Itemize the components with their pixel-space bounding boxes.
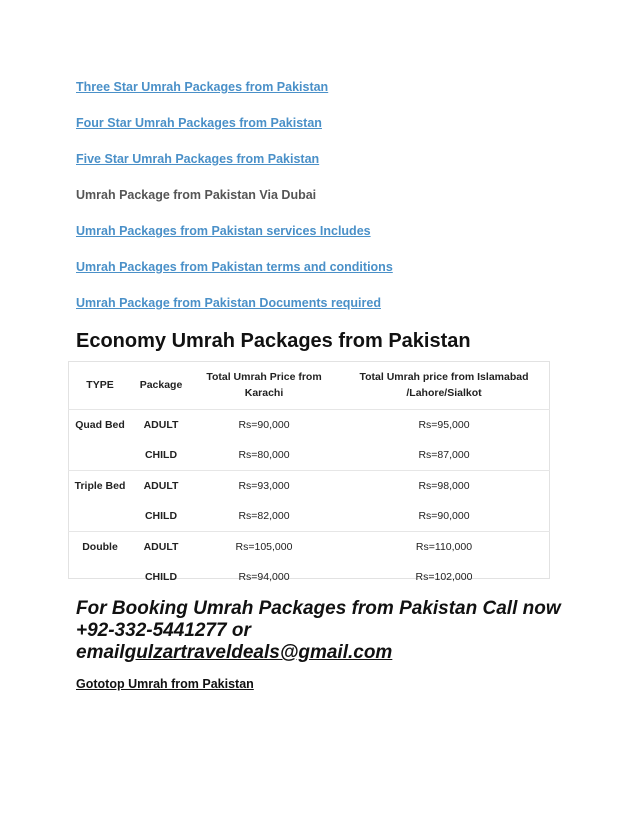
header-karachi: Total Umrah Price from Karachi <box>206 371 322 399</box>
package-cell: ADULT <box>143 480 179 492</box>
islamabad-price: Rs=110,000 <box>415 541 473 553</box>
type-cell: Quad Bed <box>75 419 125 431</box>
karachi-price: Rs=93,000 <box>238 480 290 492</box>
booking-line-1: For Booking Umrah Packages from Pakistan Call now <box>76 598 561 619</box>
link-terms-conditions[interactable]: Umrah Packages from Pakistan terms and conditions <box>76 260 393 274</box>
islamabad-price: Rs=102,000 <box>415 571 473 583</box>
header-islamabad: Total Umrah price from Islamabad /Lahore/Sialkot <box>359 371 529 399</box>
package-cell: CHILD <box>144 571 178 583</box>
page-heading: Economy Umrah Packages from Pakistan <box>76 330 471 352</box>
karachi-price: Rs=94,000 <box>238 571 290 583</box>
karachi-price: Rs=90,000 <box>238 419 290 431</box>
link-documents-required[interactable]: Umrah Package from Pakistan Documents required <box>76 296 381 310</box>
type-cell: Double <box>82 541 118 553</box>
islamabad-price: Rs=87,000 <box>418 449 470 461</box>
package-cell: CHILD <box>144 510 178 522</box>
karachi-price: Rs=80,000 <box>238 449 290 461</box>
link-via-dubai[interactable]: Umrah Package from Pakistan Via Dubai <box>76 188 317 202</box>
table-row <box>68 532 550 563</box>
link-three-star[interactable]: Three Star Umrah Packages from Pakistan <box>76 80 329 94</box>
table-row <box>68 440 550 471</box>
table-row <box>68 410 550 441</box>
gototop-link[interactable]: Gototop Umrah from Pakistan <box>76 677 254 691</box>
type-cell: Triple Bed <box>74 480 126 492</box>
islamabad-price: Rs=90,000 <box>418 510 470 522</box>
link-five-star[interactable]: Five Star Umrah Packages from Pakistan <box>76 152 320 166</box>
package-cell: ADULT <box>143 419 179 431</box>
islamabad-price: Rs=98,000 <box>418 480 470 492</box>
link-list <box>76 80 393 332</box>
booking-callout <box>76 598 596 664</box>
booking-phone: +92-332-5441277 or <box>76 620 251 641</box>
table-header-row <box>68 361 550 410</box>
islamabad-price: Rs=95,000 <box>418 419 470 431</box>
table-row <box>68 501 550 532</box>
table-row <box>68 471 550 502</box>
booking-email-line <box>76 642 596 664</box>
email-link[interactable]: gulzartraveldeals@gmail.com <box>124 642 393 663</box>
package-cell: CHILD <box>144 449 178 461</box>
table-row <box>68 562 550 592</box>
karachi-price: Rs=105,000 <box>235 541 293 553</box>
header-package: Package <box>139 379 183 391</box>
link-services-includes[interactable]: Umrah Packages from Pakistan services Includes <box>76 224 371 238</box>
karachi-price: Rs=82,000 <box>238 510 290 522</box>
email-prefix: email <box>76 642 125 663</box>
price-table <box>68 361 550 592</box>
package-cell: ADULT <box>143 541 179 553</box>
header-type: TYPE <box>86 379 114 391</box>
link-four-star[interactable]: Four Star Umrah Packages from Pakistan <box>76 116 322 130</box>
